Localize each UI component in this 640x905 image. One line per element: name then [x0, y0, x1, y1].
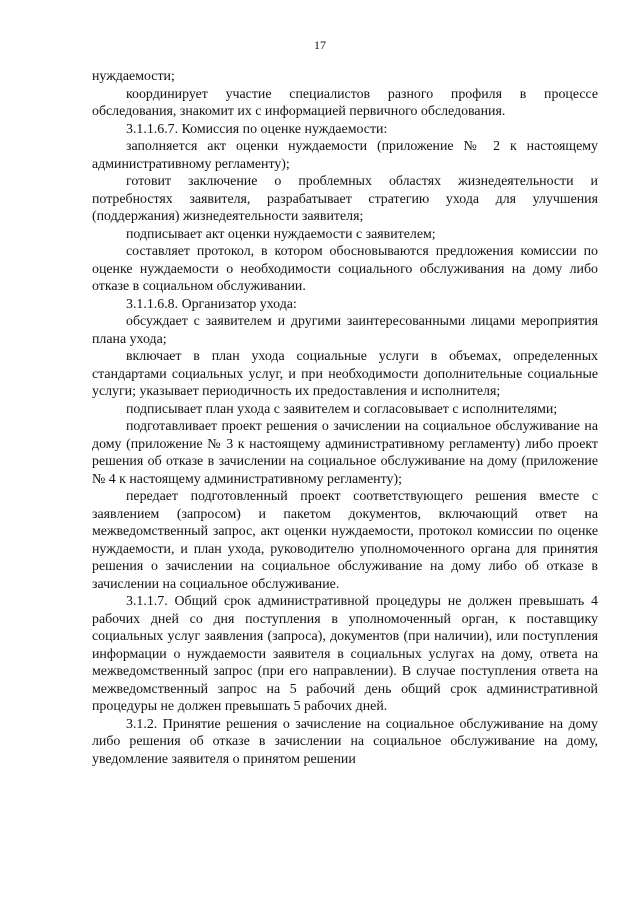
paragraph: нуждаемости;	[92, 69, 175, 84]
document-body	[92, 68, 598, 768]
section-paragraph: 3.1.2. Принятие решения о зачисление на социальное обслуживание на дому либо решения об отказе в зачислении на социальное обслуживание на дому, уведомление заявителя о принятом решении	[92, 716, 598, 767]
paragraph: включает в план ухода социальные услуги в объемах, определенных стандартами социальных услуг, и при необходимости дополнительные социальные услуги; указывает периодичность их предоставления и исполнителя;	[92, 349, 598, 399]
section-heading: 3.1.1.6.8. Организатор ухода:	[126, 296, 297, 312]
paragraph: подписывает акт оценки нуждаемости с заявителем;	[126, 226, 436, 242]
paragraph: составляет протокол, в котором обосновываются предложения комиссии по оценке нуждаемости о необходимости социального обслуживания на дому либо отказе в социальном обслуживании.	[92, 244, 598, 294]
paragraph: подписывает план ухода с заявителем и согласовывает с исполнителями;	[126, 401, 558, 417]
paragraph: координирует участие специалистов разного профиля в процессе обследования, знакомит их с информацией первичного обследования.	[92, 86, 598, 119]
section-paragraph: 3.1.1.7. Общий срок административной процедуры не должен превышать 4 рабочих дней со дня поступления в уполномоченный орган, к поставщику социальных услуг заявления (запроса), документов (при наличии), или поступления информации о нуждаемости заявителя в социальных услугах на дому, ответа на межведомственный запрос (при его направлении). В случае поступления ответа на межведомственный запрос на 5 рабочий день общий срок административной процедуры не должен превышать 5 рабочих дней.	[92, 594, 598, 714]
page-number: 17	[314, 38, 326, 52]
paragraph: готовит заключение о проблемных областях жизнедеятельности и потребностях заявителя, разрабатывает стратегию ухода для улучшения (поддержания) жизнедеятельности заявителя;	[92, 174, 598, 224]
paragraph: подготавливает проект решения о зачислении на социальное обслуживание на дому (приложение № 3 к настоящему административному регламенту) либо проект решения об отказе в зачислении на социальное обслуживание на дому (приложение № 4 к настоящему административному регламенту);	[92, 419, 598, 487]
paragraph: обсуждает с заявителем и другими заинтересованными лицами мероприятия плана ухода;	[92, 314, 598, 347]
paragraph: передает подготовленный проект соответствующего решения вместе с заявлением (запросом) и пакетом документов, включающий ответ на межведомственный запрос, акт оценки нуждаемости, протокол комиссии по оценке нуждаемости, и план ухода, руководителю уполномоченного органа для принятия решения о зачислении на социальное обслуживание на дому либо об отказе в зачислении на социальное обслуживание.	[92, 489, 598, 592]
paragraph: заполняется акт оценки нуждаемости (приложение № 2 к настоящему административному регламенту);	[92, 139, 598, 172]
section-heading: 3.1.1.6.7. Комиссия по оценке нуждаемости:	[126, 121, 388, 137]
